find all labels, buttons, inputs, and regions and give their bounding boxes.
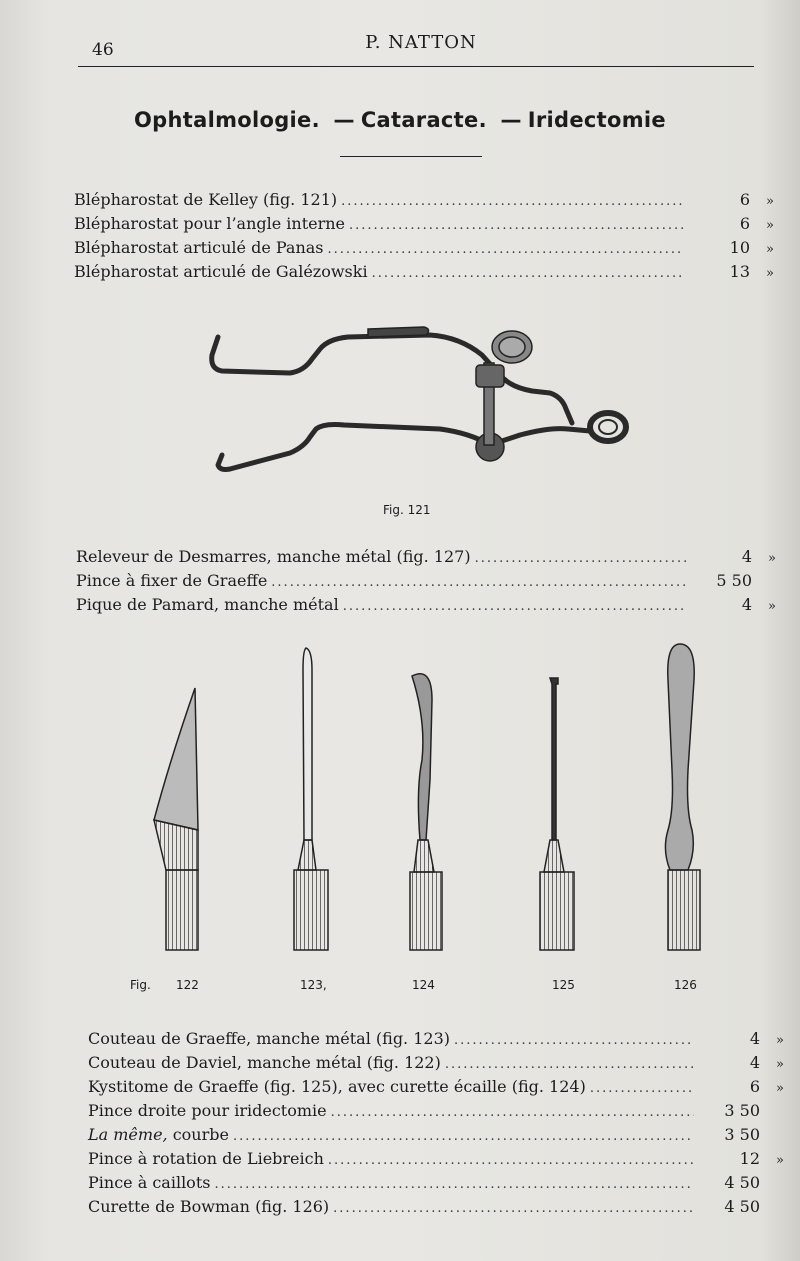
price-unit: »: [776, 1057, 784, 1072]
section-title-part: Ophtalmologie: [134, 108, 312, 132]
leader-dots: [454, 1033, 694, 1048]
graefe-knife-drawing: [294, 648, 328, 950]
price-unit: »: [776, 1033, 784, 1048]
price-unit: »: [776, 1081, 784, 1096]
section-title-part: Cataracte: [360, 108, 479, 132]
page-number: 46: [92, 40, 114, 60]
figure-caption: 125: [552, 978, 575, 992]
page-header: [78, 28, 754, 67]
item-label: Pince à fixer de Graeffe: [76, 571, 268, 590]
price-list-item: [76, 547, 776, 569]
item-price: 3 50: [724, 1101, 760, 1120]
figure-caption: 126: [674, 978, 697, 992]
leader-dots: [341, 194, 684, 209]
price-list-item: [74, 214, 774, 236]
item-label: Blépharostat articulé de Panas: [74, 238, 324, 257]
leader-dots: [590, 1081, 694, 1096]
price-list-item: [88, 1029, 784, 1051]
leader-dots: [214, 1177, 694, 1192]
item-price: 5 50: [716, 571, 752, 590]
item-price: 10: [729, 238, 750, 257]
price-unit: »: [776, 1153, 784, 1168]
item-label: Blépharostat de Kelley (fig. 121): [74, 190, 338, 209]
leader-dots: [233, 1129, 694, 1144]
title-divider: [340, 156, 482, 157]
item-price: 6: [739, 214, 750, 233]
figure-caption: 124: [412, 978, 435, 992]
figure-caption: 122: [176, 978, 199, 992]
item-price: 6: [749, 1077, 760, 1096]
item-price: 4 50: [724, 1173, 760, 1192]
price-list-item: [88, 1197, 784, 1219]
item-label: Blépharostat articulé de Galézowski: [74, 262, 368, 281]
daviel-knife-drawing: [154, 688, 198, 950]
price-unit: »: [766, 242, 774, 257]
price-list-item: [74, 238, 774, 260]
item-label: Pince à caillots: [88, 1173, 211, 1192]
leader-dots: [333, 1201, 694, 1216]
price-unit: »: [766, 266, 774, 281]
price-list-item: [88, 1125, 784, 1147]
item-label: Releveur de Desmarres, manche métal (fig. 127): [76, 547, 471, 566]
item-price: 4: [749, 1029, 760, 1048]
price-unit: »: [768, 551, 776, 566]
leader-dots: [372, 266, 684, 281]
section-title: Ophtalmologie. — Cataracte. — Iridectomie: [134, 108, 666, 132]
item-price: 4: [741, 547, 752, 566]
running-head: P. NATTON: [365, 32, 477, 53]
item-label: Curette de Bowman (fig. 126): [88, 1197, 330, 1216]
price-list-item: [88, 1149, 784, 1171]
item-label: [88, 1125, 229, 1144]
cystitome-drawing: [540, 678, 574, 950]
instruments-illustration: [140, 640, 720, 960]
item-price: 4 50: [724, 1197, 760, 1216]
item-price: 13: [729, 262, 750, 281]
price-unit: »: [766, 194, 774, 209]
leader-dots: [328, 1153, 694, 1168]
figure-caption: Fig. 121: [383, 503, 431, 517]
leader-dots: [331, 1105, 694, 1120]
scoop-curette-drawing: [410, 674, 442, 950]
item-price: 3 50: [724, 1125, 760, 1144]
leader-dots: [271, 575, 686, 590]
price-list-item: [88, 1173, 784, 1195]
leader-dots: [445, 1057, 694, 1072]
item-label: Pince droite pour iridectomie: [88, 1101, 327, 1120]
price-unit: »: [766, 218, 774, 233]
item-price: 4: [749, 1053, 760, 1072]
price-list-item: [74, 190, 774, 212]
item-label: Blépharostat pour l’angle interne: [74, 214, 346, 233]
leader-dots: [328, 242, 684, 257]
blepharostat-illustration: [200, 315, 640, 485]
leader-dots: [343, 599, 686, 614]
item-label: Pince à rotation de Liebreich: [88, 1149, 324, 1168]
figure-caption-prefix: Fig.: [130, 978, 151, 992]
price-list-item: [88, 1053, 784, 1075]
section-title-part: Iridectomie: [527, 108, 666, 132]
item-price: 12: [739, 1149, 760, 1168]
price-list-item: [74, 262, 774, 284]
item-label-rest: courbe: [167, 1125, 229, 1144]
figure-caption: 123,: [300, 978, 327, 992]
price-list-item: [88, 1077, 784, 1099]
price-list-item: [76, 595, 776, 617]
price-list-item: [76, 571, 776, 593]
bowman-curette-drawing: [665, 644, 700, 950]
leader-dots: [349, 218, 684, 233]
item-label: Couteau de Graeffe, manche métal (fig. 123): [88, 1029, 451, 1048]
item-label: Kystitome de Graeffe (fig. 125), avec curette écaille (fig. 124): [88, 1077, 586, 1096]
item-price: 6: [739, 190, 750, 209]
item-label: Pique de Pamard, manche métal: [76, 595, 339, 614]
price-unit: »: [768, 599, 776, 614]
leader-dots: [475, 551, 686, 566]
item-price: 4: [741, 595, 752, 614]
price-list-item: [88, 1101, 784, 1123]
item-label-italic: La même,: [88, 1125, 168, 1144]
item-label: Couteau de Daviel, manche métal (fig. 122): [88, 1053, 441, 1072]
